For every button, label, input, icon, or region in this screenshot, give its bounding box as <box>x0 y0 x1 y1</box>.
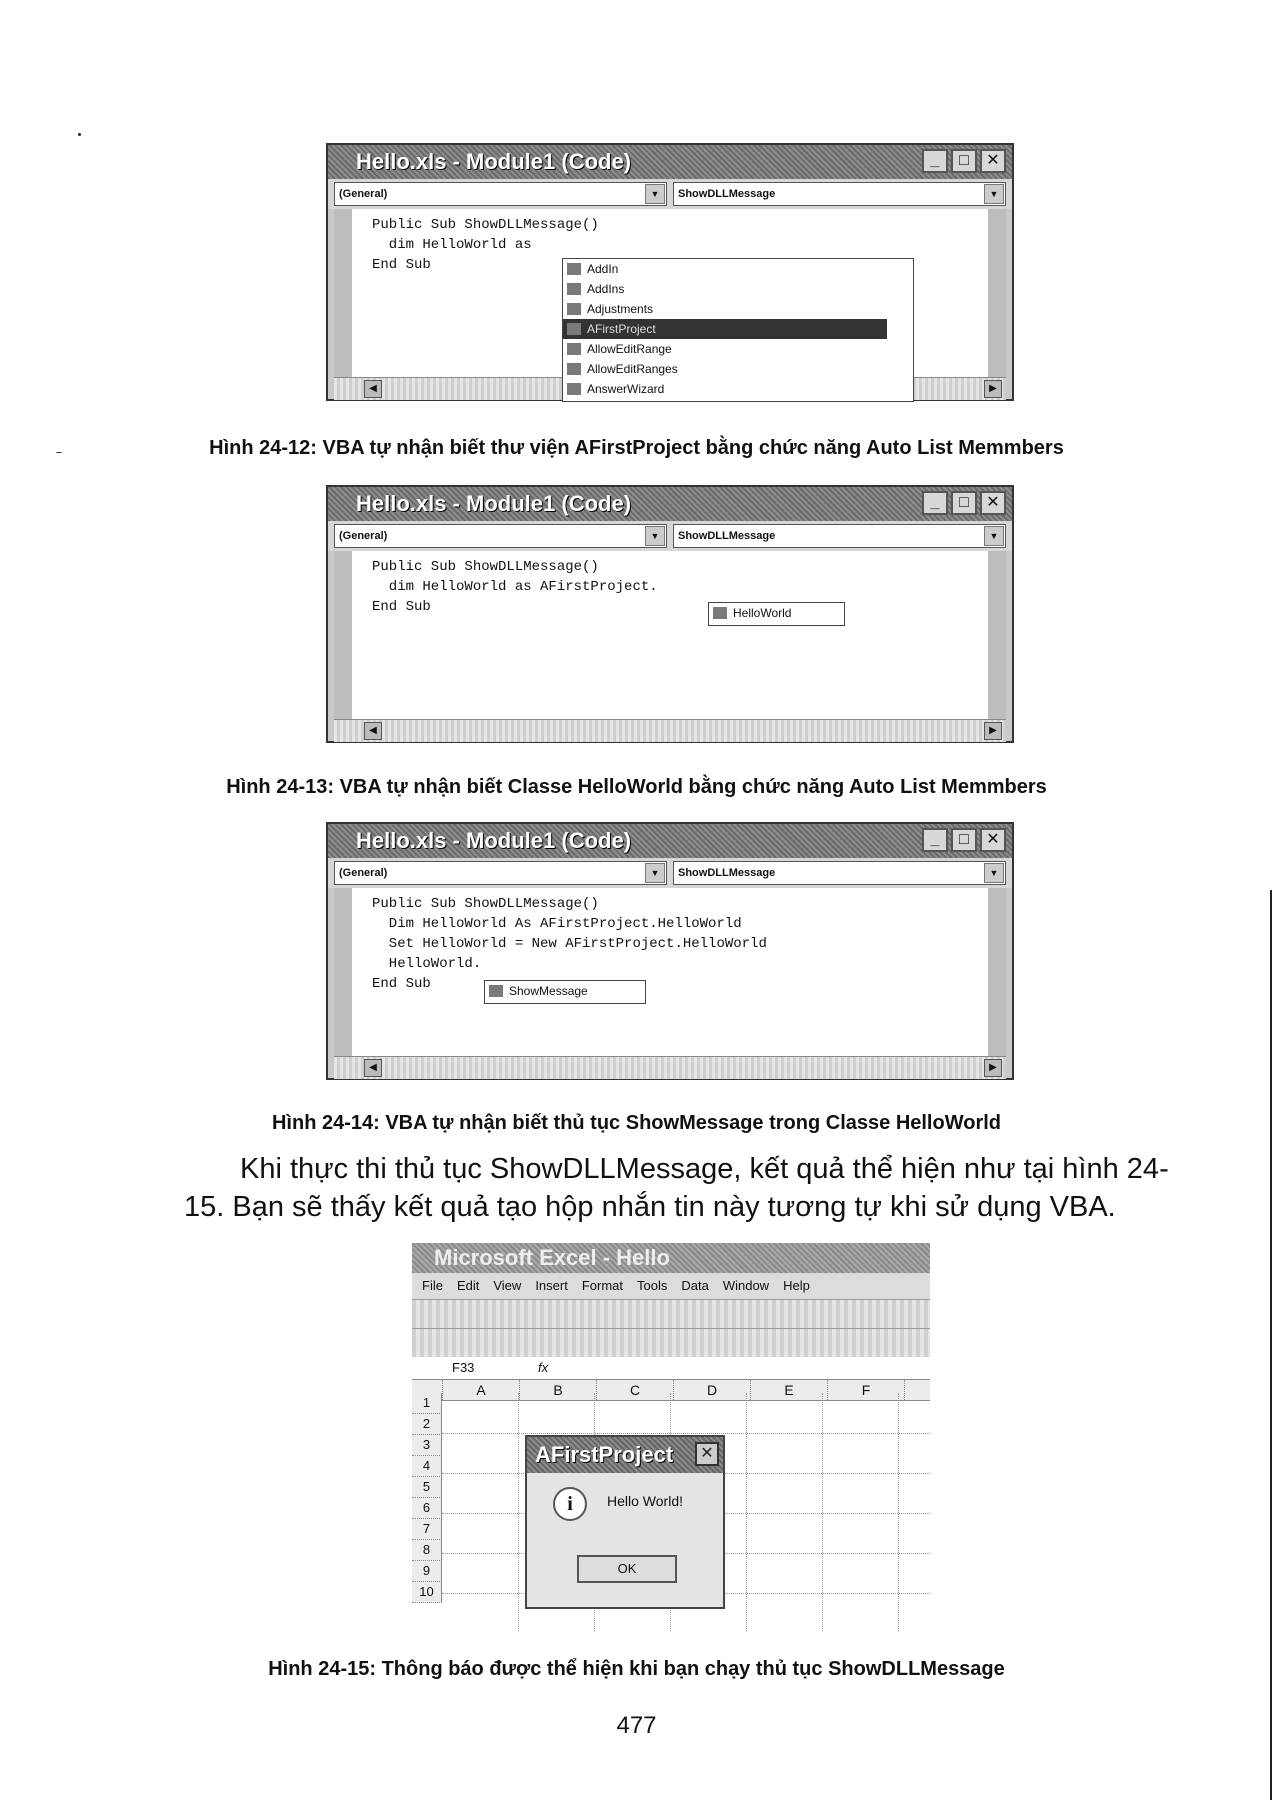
window-title: Hello.xls - Module1 (Code) <box>328 145 1012 179</box>
list-item-label: AllowEditRange <box>587 342 672 356</box>
row-headers <box>412 1393 442 1603</box>
list-item[interactable] <box>563 359 913 379</box>
menu-view[interactable]: View <box>493 1278 522 1293</box>
gridline <box>822 1393 823 1631</box>
object-combo-value: (General) <box>339 530 388 542</box>
list-item-label: AFirstProject <box>587 322 656 336</box>
object-combo-value: (General) <box>339 188 388 200</box>
chevron-down-icon[interactable]: ▼ <box>984 184 1004 204</box>
code-line: dim HelloWorld as AFirstProject. <box>372 579 658 595</box>
standard-toolbar[interactable] <box>412 1299 930 1328</box>
menu-file[interactable]: File <box>422 1278 443 1293</box>
row-header[interactable]: 7 <box>412 1519 442 1540</box>
column-header[interactable]: F <box>828 1380 905 1400</box>
menu-help[interactable]: Help <box>783 1278 810 1293</box>
gridline <box>518 1393 519 1631</box>
column-header[interactable]: C <box>597 1380 674 1400</box>
code-line: dim HelloWorld as <box>372 237 532 253</box>
figure-caption: Hình 24-12: VBA tự nhận biết thư viện AFirstProject bằng chức năng Auto List Memmbers <box>209 437 1064 459</box>
code-line: End Sub <box>372 599 431 615</box>
figure-caption: Hình 24-13: VBA tự nhận biết Classe HelloWorld bằng chức năng Auto List Memmbers <box>226 776 1047 798</box>
name-box[interactable]: F33 <box>452 1360 475 1375</box>
list-item-label: AddIn <box>587 262 619 276</box>
method-icon <box>489 985 503 997</box>
list-item-label: Adjustments <box>587 302 654 316</box>
info-icon: i <box>553 1487 587 1521</box>
maximize-icon[interactable]: □ <box>951 491 977 515</box>
window-controls <box>922 491 1006 515</box>
library-icon <box>567 303 581 315</box>
scroll-left-icon[interactable]: ◀ <box>364 722 382 740</box>
gridline <box>442 1433 930 1434</box>
scroll-right-icon[interactable]: ▶ <box>984 722 1002 740</box>
figure-caption: Hình 24-15: Thông báo được thể hiện khi bạn chạy thủ tục ShowDLLMessage <box>268 1658 1005 1680</box>
vba-code-window-3 <box>326 822 1014 1080</box>
excel-menubar <box>412 1273 930 1299</box>
row-header[interactable]: 8 <box>412 1540 442 1561</box>
horizontal-scrollbar[interactable] <box>334 719 1006 742</box>
code-line: Public Sub ShowDLLMessage() <box>372 559 599 575</box>
row-header[interactable]: 5 <box>412 1477 442 1498</box>
column-header[interactable]: A <box>443 1380 520 1400</box>
chevron-down-icon[interactable]: ▼ <box>645 526 665 546</box>
library-icon <box>567 283 581 295</box>
message-box-title <box>527 1437 723 1473</box>
object-combo[interactable] <box>334 182 667 206</box>
auto-list-members-popup[interactable] <box>484 980 646 1004</box>
row-header[interactable]: 9 <box>412 1561 442 1582</box>
list-item[interactable] <box>485 981 645 1001</box>
chevron-down-icon[interactable]: ▼ <box>984 526 1004 546</box>
procedure-combo[interactable] <box>673 524 1006 548</box>
auto-list-members-popup[interactable] <box>708 602 845 626</box>
page-number: 477 <box>616 1712 657 1739</box>
menu-data[interactable]: Data <box>681 1278 709 1293</box>
minimize-icon[interactable]: _ <box>922 828 948 852</box>
maximize-icon[interactable]: □ <box>951 828 977 852</box>
row-header[interactable]: 3 <box>412 1435 442 1456</box>
scroll-right-icon[interactable]: ▶ <box>984 1059 1002 1077</box>
code-line: Set HelloWorld = New AFirstProject.HelloWorld <box>372 936 767 952</box>
code-line: End Sub <box>372 257 431 273</box>
list-item[interactable] <box>563 279 913 299</box>
library-icon <box>567 363 581 375</box>
close-icon[interactable]: ✕ <box>695 1442 719 1466</box>
class-icon <box>713 607 727 619</box>
column-header[interactable]: D <box>674 1380 751 1400</box>
object-combo[interactable] <box>334 524 667 548</box>
close-icon[interactable]: ✕ <box>980 828 1006 852</box>
vba-code-window-2 <box>326 485 1014 743</box>
auto-list-members-popup[interactable] <box>562 258 914 402</box>
object-combo-value: (General) <box>339 867 388 879</box>
menu-format[interactable]: Format <box>581 1278 623 1293</box>
gridline <box>898 1393 899 1631</box>
list-item-label: AllowEditRanges <box>587 362 678 376</box>
object-combo[interactable] <box>334 861 667 885</box>
minimize-icon[interactable]: _ <box>922 149 948 173</box>
message-box <box>525 1435 725 1609</box>
row-header[interactable]: 6 <box>412 1498 442 1519</box>
message-text: Hello World! <box>607 1493 683 1509</box>
list-item[interactable] <box>563 259 913 279</box>
procedure-combo-value: ShowDLLMessage <box>678 188 776 200</box>
message-box-title-text: AFirstProject <box>535 1442 674 1467</box>
list-item-label: AddIns <box>587 282 625 296</box>
list-item[interactable] <box>563 379 913 399</box>
menu-insert[interactable]: Insert <box>535 1278 568 1293</box>
ok-button[interactable]: OK <box>577 1555 677 1583</box>
list-item-label: HelloWorld <box>733 606 792 620</box>
library-icon <box>567 323 581 335</box>
code-line: Public Sub ShowDLLMessage() <box>372 896 599 912</box>
procedure-combo-value: ShowDLLMessage <box>678 867 776 879</box>
row-header[interactable]: 10 <box>412 1582 442 1603</box>
list-item-label: ShowMessage <box>509 984 588 998</box>
body-text-line: Khi thực thi thủ tục ShowDLLMessage, kết quả thể hiện như tại hình 24- <box>240 1153 1169 1185</box>
code-line: Public Sub ShowDLLMessage() <box>372 217 599 233</box>
scroll-right-icon[interactable]: ▶ <box>984 380 1002 398</box>
list-item-selected[interactable] <box>563 319 887 339</box>
close-icon[interactable]: ✕ <box>980 149 1006 173</box>
horizontal-scrollbar[interactable] <box>334 1056 1006 1079</box>
window-title: Hello.xls - Module1 (Code) <box>328 487 1012 521</box>
scroll-left-icon[interactable]: ◀ <box>364 380 382 398</box>
figure-caption: Hình 24-14: VBA tự nhận biết thủ tục ShowMessage trong Classe HelloWorld <box>271 1112 1001 1134</box>
menu-edit[interactable]: Edit <box>456 1278 480 1293</box>
library-icon <box>567 343 581 355</box>
chevron-down-icon[interactable]: ▼ <box>645 184 665 204</box>
code-line: End Sub <box>372 976 431 992</box>
procedure-combo-value: ShowDLLMessage <box>678 530 776 542</box>
library-icon <box>567 383 581 395</box>
list-item[interactable] <box>709 603 844 623</box>
gridline <box>746 1393 747 1631</box>
row-header[interactable]: 4 <box>412 1456 442 1477</box>
window-controls <box>922 828 1006 852</box>
scroll-left-icon[interactable]: ◀ <box>364 1059 382 1077</box>
procedure-combo[interactable] <box>673 182 1006 206</box>
menu-tools[interactable]: Tools <box>637 1278 668 1293</box>
window-controls <box>922 149 1006 173</box>
list-item-label: AnswerWizard <box>587 382 665 396</box>
body-text-line: 15. Bạn sẽ thấy kết quả tạo hộp nhắn tin này tương tự khi sử dụng VBA. <box>184 1191 1116 1223</box>
scan-dot <box>78 133 81 136</box>
close-icon[interactable]: ✕ <box>980 491 1006 515</box>
column-header[interactable]: E <box>751 1380 828 1400</box>
fx-icon[interactable]: fx <box>538 1360 549 1375</box>
code-line: Dim HelloWorld As AFirstProject.HelloWorld <box>372 916 742 932</box>
window-title: Hello.xls - Module1 (Code) <box>328 824 1012 858</box>
code-line: HelloWorld. <box>372 956 482 972</box>
excel-title: Microsoft Excel - Hello <box>412 1243 930 1273</box>
column-headers <box>412 1380 930 1401</box>
chevron-down-icon[interactable]: ▼ <box>645 863 665 883</box>
column-header[interactable]: B <box>520 1380 597 1400</box>
code-editor[interactable] <box>334 551 1006 719</box>
formatting-toolbar[interactable] <box>412 1328 930 1357</box>
row-header[interactable]: 2 <box>412 1414 442 1435</box>
minimize-icon[interactable]: _ <box>922 491 948 515</box>
formula-bar <box>412 1357 930 1380</box>
code-editor[interactable] <box>334 888 1006 1056</box>
procedure-combo[interactable] <box>673 861 1006 885</box>
chevron-down-icon[interactable]: ▼ <box>984 863 1004 883</box>
row-header[interactable]: 1 <box>412 1393 442 1414</box>
maximize-icon[interactable]: □ <box>951 149 977 173</box>
menu-window[interactable]: Window <box>722 1278 770 1293</box>
library-icon <box>567 263 581 275</box>
list-item[interactable] <box>563 339 913 359</box>
list-item[interactable] <box>563 299 913 319</box>
